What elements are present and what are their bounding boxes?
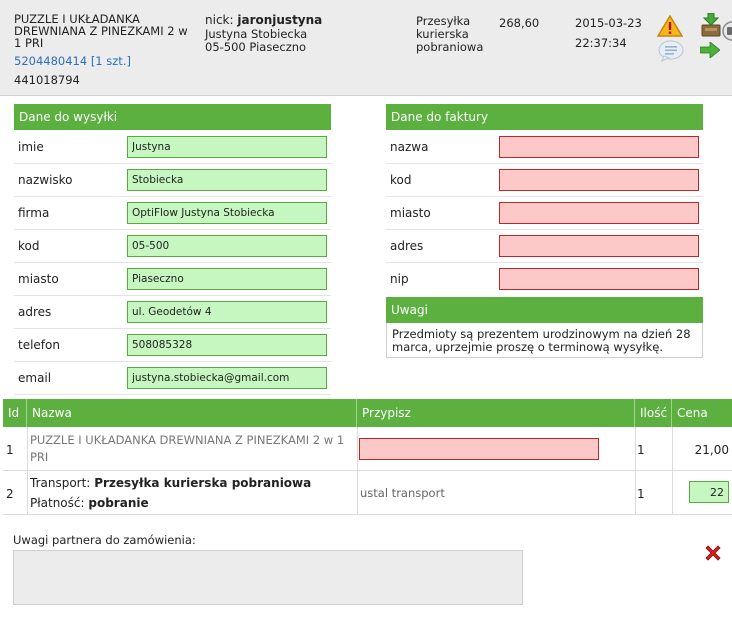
set-transport-link[interactable]: ustal transport: [360, 486, 445, 500]
order-date: 2015-03-23: [575, 16, 642, 30]
shipping-section-title: Dane do wysyłki: [14, 104, 331, 130]
shipping-adres-input[interactable]: [127, 301, 327, 323]
item-assign-input[interactable]: [359, 438, 599, 460]
items-table-header: [3, 399, 732, 427]
remarks-section-title: Uwagi: [386, 297, 703, 323]
invoice-label-nazwa: nazwa: [390, 140, 429, 154]
shipping-label-kod: kod: [18, 239, 40, 253]
shipping-label-nazwisko: nazwisko: [18, 173, 73, 187]
shipping-label-miasto: miasto: [18, 272, 59, 286]
shipping-imie-input[interactable]: [127, 136, 327, 158]
shipping-label-telefon: telefon: [18, 338, 60, 352]
order-id: 441018794: [14, 73, 80, 87]
order-amount: 268,60: [499, 16, 540, 30]
invoice-row-kod: [386, 164, 703, 197]
item-id: 1: [6, 443, 14, 457]
product-title: PUZZLE I UKŁADANKA DREWNIANA Z PINEZKAMI 2 w 1 PRI: [14, 12, 188, 50]
shipping-row-kod: [14, 230, 331, 263]
invoice-label-adres: adres: [390, 239, 424, 253]
invoice-kod-input[interactable]: [499, 169, 699, 191]
shipping-method: Przesyłka kurierska pobraniowa: [416, 14, 484, 54]
item-name: PUZZLE I UKŁADANKA DREWNIANA Z PINEZKAMI 2 w 1 PRI: [30, 433, 345, 464]
column-header-nazwa: Nazwa: [27, 399, 357, 427]
shipping-firma-input[interactable]: [127, 202, 327, 224]
shipping-label-email: email: [18, 371, 52, 385]
warning-icon[interactable]: [657, 15, 683, 37]
buyer-nick-value: jaronjustyna: [237, 13, 323, 27]
invoice-row-nazwa: [386, 131, 703, 164]
delete-icon[interactable]: [704, 544, 722, 562]
partner-notes-label: Uwagi partnera do zamówienia:: [13, 533, 196, 547]
buyer-nick: nick: jaronjustyna: [205, 13, 323, 27]
shipping-label-adres: adres: [18, 305, 52, 319]
invoice-label-miasto: miasto: [390, 206, 431, 220]
invoice-nip-input[interactable]: [499, 268, 699, 290]
table-row: [3, 471, 732, 515]
shipping-row-miasto: [14, 263, 331, 296]
invoice-adres-input[interactable]: [499, 235, 699, 257]
order-time: 22:37:34: [575, 36, 627, 50]
transport-method: Przesyłka kurierska pobraniowa: [94, 476, 312, 490]
shipping-email-input[interactable]: [127, 367, 327, 389]
comment-icon[interactable]: [658, 40, 684, 62]
invoice-nazwa-input[interactable]: [499, 136, 699, 158]
partner-notes-textarea[interactable]: [13, 550, 523, 605]
invoice-section-title: Dane do faktury: [386, 104, 703, 130]
transport-id: 2: [6, 487, 14, 501]
shipping-row-adres: [14, 296, 331, 329]
offer-link[interactable]: 5204480414 [1 szt.]: [14, 54, 131, 68]
invoice-label-nip: nip: [390, 272, 409, 286]
invoice-miasto-input[interactable]: [499, 202, 699, 224]
shipping-row-nazwisko: [14, 164, 331, 197]
forward-arrow-icon[interactable]: [700, 42, 720, 58]
shipping-label-firma: firma: [18, 206, 50, 220]
phone-icon[interactable]: [721, 20, 732, 42]
order-header: [0, 0, 732, 96]
column-header-ilosc: Ilość: [635, 399, 672, 427]
shipping-row-firma: [14, 197, 331, 230]
buyer-name: Justyna Stobiecka: [205, 27, 308, 41]
item-price: 21,00: [694, 443, 729, 457]
shipping-row-telefon: [14, 329, 331, 362]
invoice-row-adres: [386, 230, 703, 263]
column-header-id: Id: [3, 399, 27, 427]
download-icon[interactable]: [700, 13, 722, 37]
shipping-telefon-input[interactable]: [127, 334, 327, 356]
shipping-row-imie: [14, 131, 331, 164]
invoice-row-miasto: [386, 197, 703, 230]
transport-price-input[interactable]: [689, 481, 729, 503]
payment-line: Płatność: pobranie: [30, 496, 149, 510]
transport-line: Transport: Przesyłka kurierska pobraniowa: [30, 476, 312, 490]
invoice-label-kod: kod: [390, 173, 412, 187]
payment-method: pobranie: [88, 496, 149, 510]
remarks-text: Przedmioty są prezentem urodzinowym na dzień 28 marca, uprzejmie proszę o terminową wysyłkę.: [386, 323, 703, 358]
column-header-cena: Cena: [677, 406, 708, 420]
shipping-miasto-input[interactable]: [127, 268, 327, 290]
shipping-label-imie: imie: [18, 140, 44, 154]
shipping-row-email: [14, 362, 331, 395]
item-qty: 1: [637, 443, 645, 457]
shipping-kod-input[interactable]: [127, 235, 327, 257]
column-header-przypisz: Przypisz: [357, 399, 635, 427]
shipping-nazwisko-input[interactable]: [127, 169, 327, 191]
transport-qty: 1: [637, 487, 645, 501]
invoice-row-nip: [386, 263, 703, 296]
table-row: [3, 427, 732, 471]
buyer-address: 05-500 Piaseczno: [205, 40, 307, 54]
